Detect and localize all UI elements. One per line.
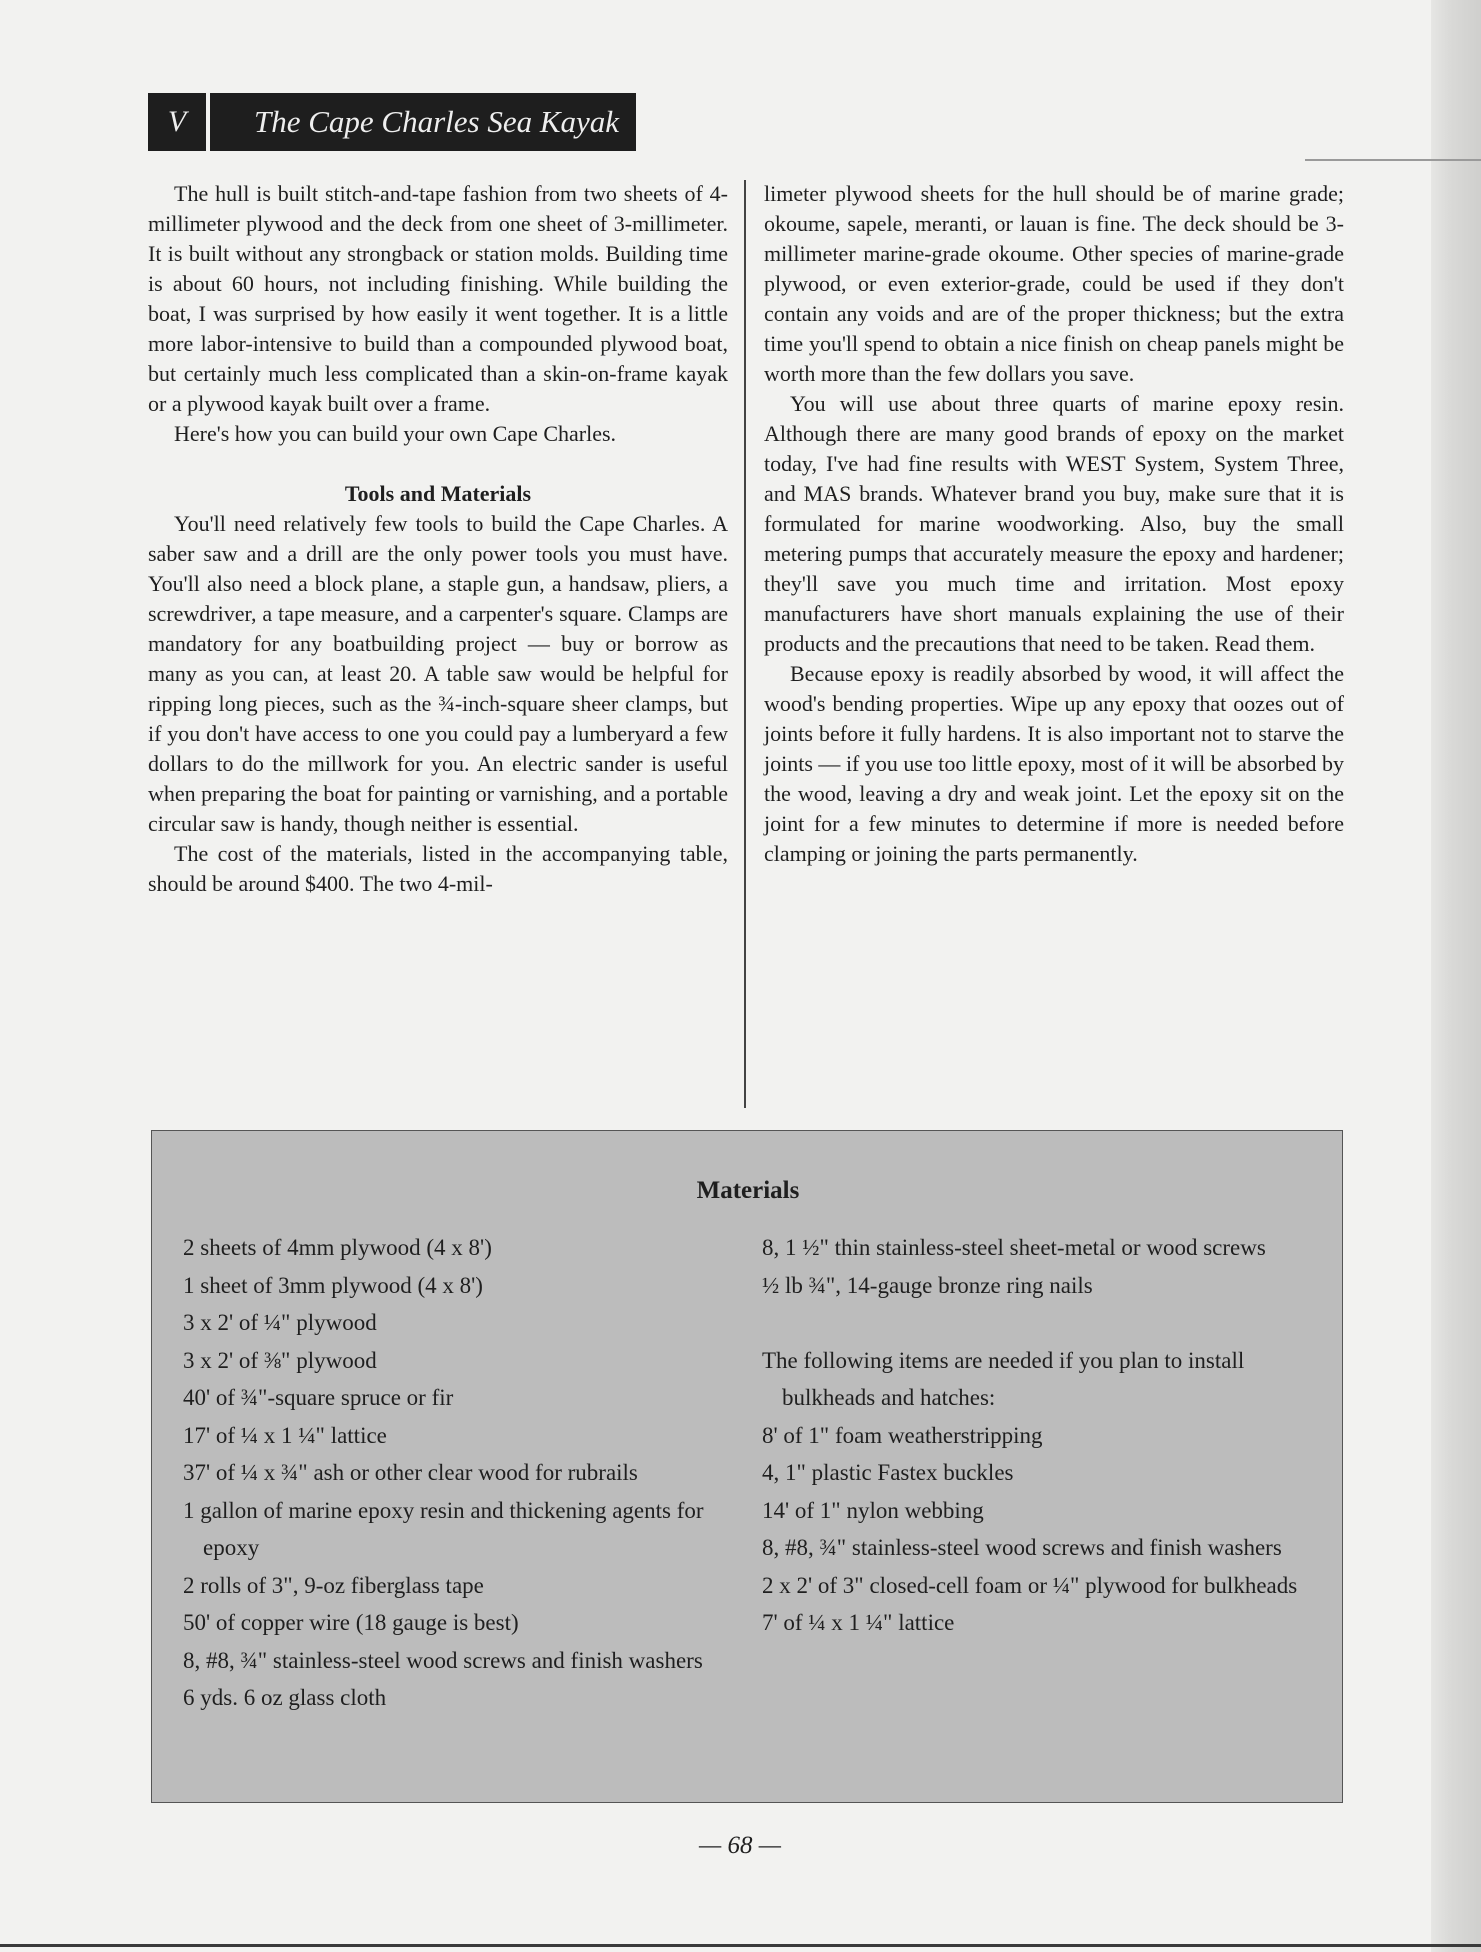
chapter-header: [148, 93, 636, 151]
right-column: [764, 179, 1344, 869]
materials-item: 37' of ¼ x ¾" ash or other clear wood for rubrails: [183, 1460, 638, 1485]
materials-item: 40' of ¾"-square spruce or fir: [183, 1385, 454, 1410]
materials-item: 8, #8, ¾" stainless-steel wood screws and finish washers: [762, 1535, 1282, 1560]
materials-left-list: [183, 1229, 728, 1717]
materials-right-list: [762, 1229, 1307, 1642]
materials-item: 6 yds. 6 oz glass cloth: [183, 1685, 387, 1710]
materials-note: The following items are needed if you plan to install bulkheads and hatches:: [762, 1347, 1245, 1410]
column-divider: [744, 180, 746, 1108]
header-rule: [1305, 159, 1481, 161]
paragraph: You'll need relatively few tools to build the Cape Charles. A saber saw and a drill are the only power tools you must have. You'll also need a block plane, a staple gun, a handsaw, pliers, a screwdriver, a tape measure, and a carpenter's square. Clamps are mandatory for any boatbuilding project — buy or borrow as many as you can, at least 20. A table saw would be helpful for ripping long pieces, such as the ¾-inch-square sheer clamps, but if you don't have access to one you could pay a lumberyard a few dollars to do the millwork for you. An electric sander is useful when preparing the boat for painting or varnishing, and a portable circular saw is handy, though neither is essential.: [148, 511, 728, 836]
materials-item: 1 sheet of 3mm plywood (4 x 8'): [183, 1272, 483, 1298]
paragraph: You will use about three quarts of marine epoxy resin. Although there are many good brands of epoxy on the market today, I've had fine results with WEST System, System Three, and MAS brands. Whatever brand you buy, make sure that it is formulated for marine woodworking. Also, buy the small metering pumps that accurately measure the epoxy and hardener; they'll save you much time and irritation. Most epoxy manufacturers have short manuals explaining the use of their products and the precautions that need to be taken. Read them.: [764, 391, 1344, 656]
materials-item: 3 x 2' of ⅜" plywood: [183, 1347, 377, 1373]
materials-item: 2 x 2' of 3" closed-cell foam or ¼" plywood for bulkheads: [762, 1572, 1298, 1598]
paragraph: Because epoxy is readily absorbed by wood, it will affect the wood's bending properties. Wipe up any epoxy that oozes out of joints before it fully hardens. It is also important not to starve the joints — if you use too little epoxy, most of it will be absorbed by the wood, leaving a dry and weak joint. Let the epoxy sit on the joint for a few minutes to determine if more is needed before clamping or joining the parts permanently.: [764, 661, 1344, 866]
paragraph: limeter plywood sheets for the hull should be of marine grade; okoume, sapele, meranti, or lauan is fine. The deck should be 3-millimeter marine-grade okoume. Other species of marine-grade plywood, or even exterior-grade, could be used if they don't contain any voids and are of the proper thickness; but the extra time you'll spend to obtain a nice finish on cheap panels might be worth more than the few dollars you save.: [764, 181, 1344, 386]
materials-item: 8, #8, ¾" stainless-steel wood screws and finish washers: [183, 1647, 703, 1673]
materials-item: 50' of copper wire (18 gauge is best): [183, 1610, 519, 1635]
left-column: [148, 179, 728, 899]
materials-item: 8' of 1" foam weatherstripping: [762, 1422, 1043, 1448]
paragraph: Here's how you can build your own Cape Charles.: [174, 421, 617, 446]
materials-box: [151, 1130, 1343, 1803]
paragraph: The hull is built stitch-and-tape fashion from two sheets of 4-millimeter plywood and the deck from one sheet of 3-millimeter. It is built without any strongback or station molds. Building time is about 60 hours, not including finishing. While building the boat, I was surprised by how easily it went together. It is a little more labor-intensive to build than a compounded plywood boat, but certainly much less complicated than a skin-on-frame kayak or a plywood kayak built over a frame.: [148, 181, 728, 416]
materials-item: 2 sheets of 4mm plywood (4 x 8'): [183, 1235, 492, 1260]
page-number: — 68 —: [699, 1832, 781, 1859]
materials-item: 1 gallon of marine epoxy resin and thickening agents for epoxy: [183, 1497, 704, 1560]
materials-item: 7' of ¼ x 1 ¼" lattice: [762, 1610, 955, 1635]
materials-item: ½ lb ¾", 14-gauge bronze ring nails: [762, 1272, 1093, 1298]
section-heading: Tools and Materials: [344, 481, 532, 506]
materials-item: 2 rolls of 3", 9-oz fiberglass tape: [183, 1572, 484, 1598]
materials-item: 17' of ¼ x 1 ¼" lattice: [183, 1422, 387, 1448]
materials-item: 4, 1" plastic Fastex buckles: [762, 1460, 1014, 1485]
page-edge-shadow: [1431, 0, 1481, 1952]
materials-item: 3 x 2' of ¼" plywood: [183, 1310, 377, 1335]
paragraph: The cost of the materials, listed in the accompanying table, should be around $400. The two 4-mil-: [148, 841, 728, 896]
chapter-number: V: [148, 93, 206, 151]
materials-title: Materials: [696, 1177, 800, 1204]
bottom-edge: [0, 1944, 1481, 1947]
materials-item: 14' of 1" nylon webbing: [762, 1497, 984, 1523]
chapter-title: The Cape Charles Sea Kayak: [210, 93, 636, 151]
materials-item: 8, 1 ½" thin stainless-steel sheet-metal or wood screws: [762, 1235, 1266, 1260]
